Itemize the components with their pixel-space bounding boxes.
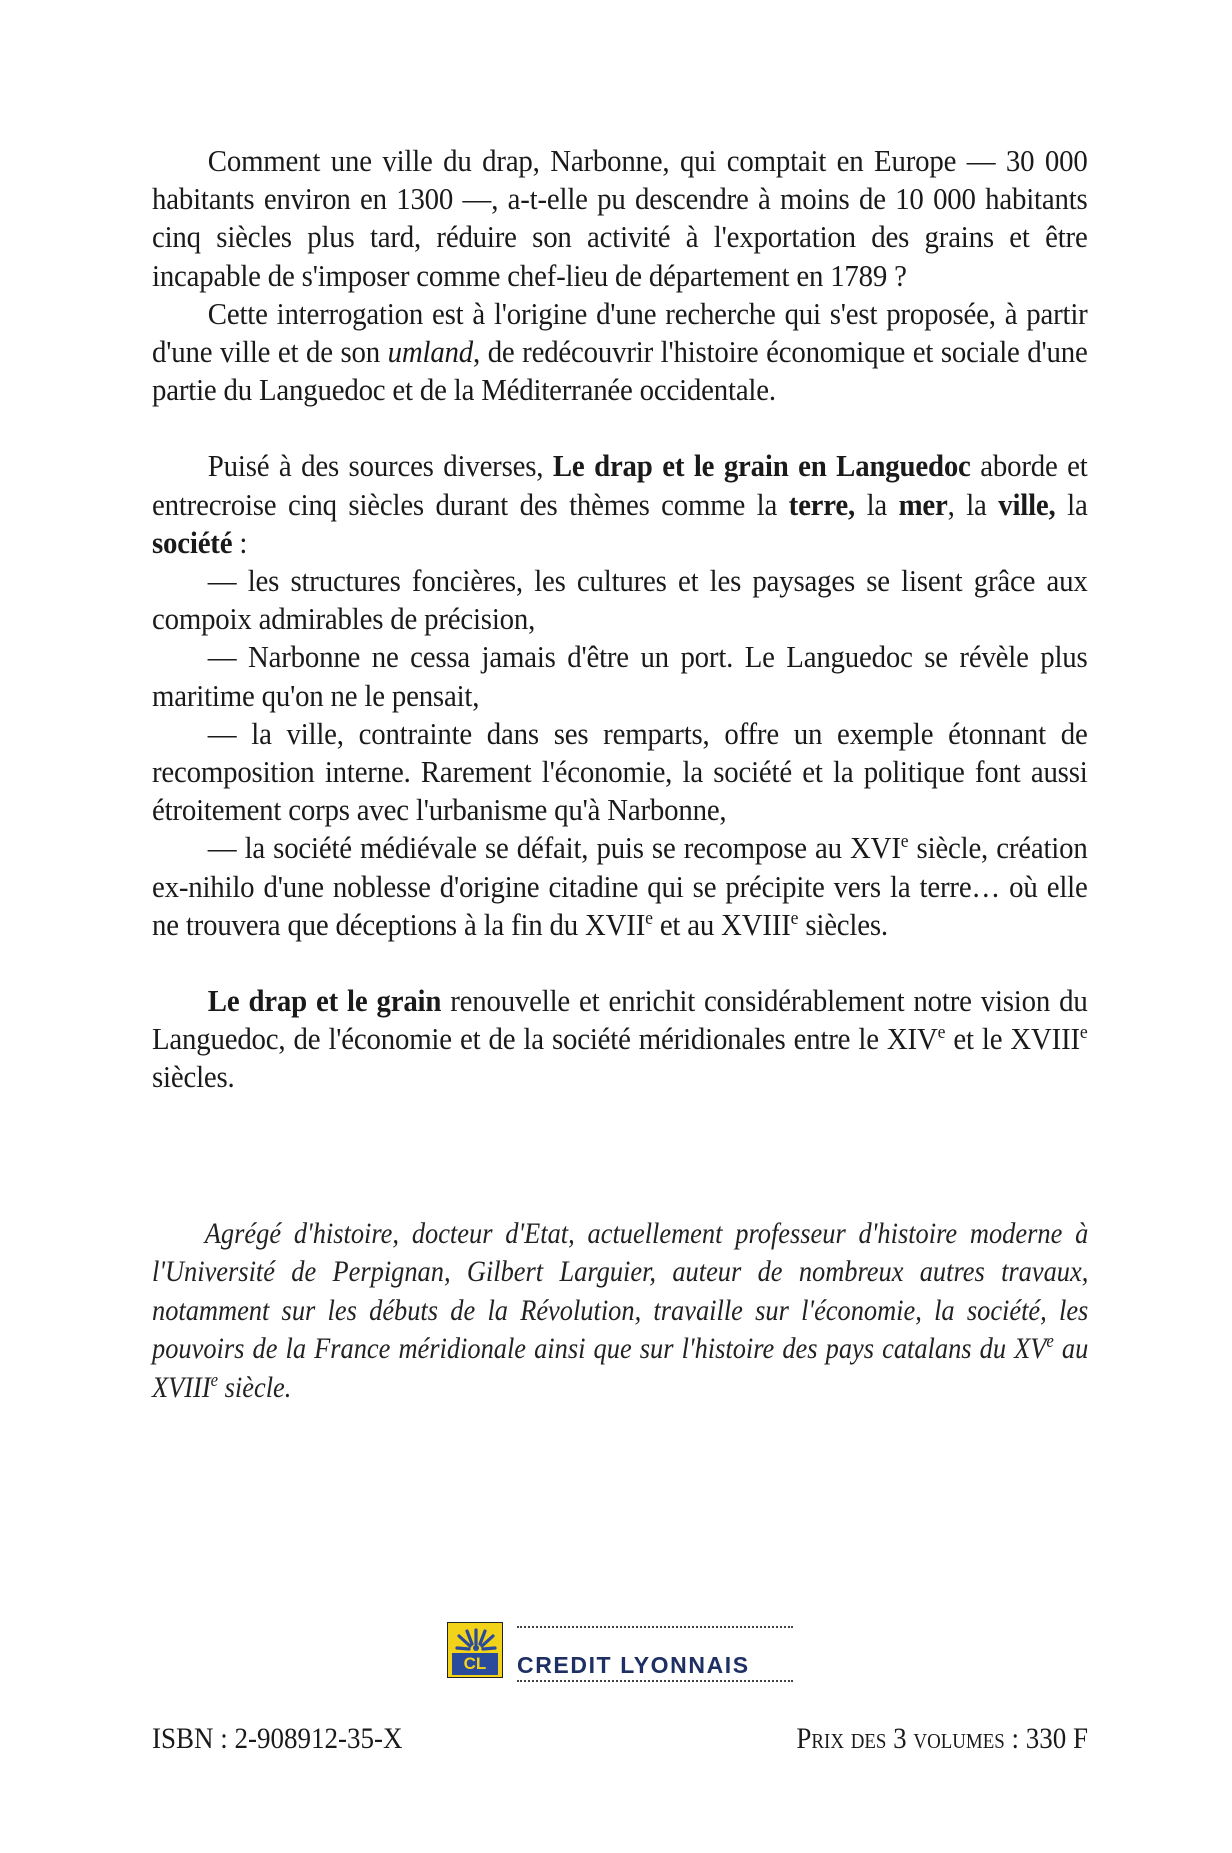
themes-lead: Puisé à des sources diverses, Le drap et le grain en Languedoc aborde et entrecroise cinq siècles durant des thèmes comme la terre, la mer, la ville, la société : xyxy=(152,448,1088,560)
conclusion-paragraph: Le drap et le grain renouvelle et enrichit considérablement notre vision du Languedoc, de l'économie et de la société méridionales entre le XIVe et le XVIIIe siècles. xyxy=(152,983,1088,1095)
sponsor-logo xyxy=(447,1622,793,1690)
logo-initials: CL xyxy=(452,1653,498,1675)
theme-item: — Narbonne ne cessa jamais d'être un port. Le Languedoc se révèle plus maritime qu'on ne le pensait, xyxy=(152,639,1088,713)
theme-item: — les structures foncières, les cultures et les paysages se lisent grâce aux compoix admirables de précision, xyxy=(152,563,1088,637)
divider xyxy=(517,1680,793,1682)
book-title: Le drap et le grain en Languedoc xyxy=(552,448,971,484)
intro-paragraph-2: Cette interrogation est à l'origine d'une recherche qui s'est proposée, à partir d'une ville et de son umland, de redécouvrir l'histoire économique et sociale d'une partie du Languedoc et de la Méditerranée occidentale. xyxy=(152,295,1088,408)
book-title-short: Le drap et le grain xyxy=(207,983,442,1019)
theme-item: — la société médiévale se défait, puis se recompose au XVIe siècle, création ex-nihilo d'une noblesse d'origine citadine qui se précipite vers la terre… où elle ne trouvera que déceptions à la fin du XVIIe et au XVIIIe siècles. xyxy=(152,830,1088,942)
divider xyxy=(517,1626,793,1628)
spacer xyxy=(152,944,1088,982)
intro-paragraph-1: Comment une ville du drap, Narbonne, qui comptait en Europe — 30 000 habitants environ en 1300 —, a-t-elle pu descendre à moins de 10 000 habitants cinq siècles plus tard, réduire son activité à l'exportation des grains et être incapable de s'imposer comme chef-lieu de département en 1789 ? xyxy=(152,143,1088,293)
back-cover-text xyxy=(152,142,1088,1407)
theme-item: — la ville, contrainte dans ses remparts, offre un exemple étonnant de recomposition interne. Rarement l'économie, la société et la politique font aussi étroitement corps avec l'urbanisme qu'à Narbonne, xyxy=(152,715,1088,828)
sponsor-name: CREDIT LYONNAIS xyxy=(517,1652,750,1678)
credit-lyonnais-emblem xyxy=(447,1622,503,1678)
isbn: ISBN : 2-908912-35-X xyxy=(152,1722,403,1755)
price: Prix des 3 volumes : 330 F xyxy=(796,1722,1088,1755)
spacer xyxy=(152,1097,1088,1215)
spacer xyxy=(152,409,1088,447)
sun-rays-icon xyxy=(452,1626,500,1652)
umland-term: umland xyxy=(387,334,474,370)
author-bio: Agrégé d'histoire, docteur d'Etat, actuellement professeur d'histoire moderne à l'Université de Perpignan, Gilbert Larguier, auteur de nombreux autres travaux, notamment sur les débuts de la Révolution, travaille sur l'économie, la société, les pouvoirs de la France méridionale ainsi que sur l'histoire des pays catalans du XVe au XVIIIe siècle. xyxy=(152,1216,1089,1404)
